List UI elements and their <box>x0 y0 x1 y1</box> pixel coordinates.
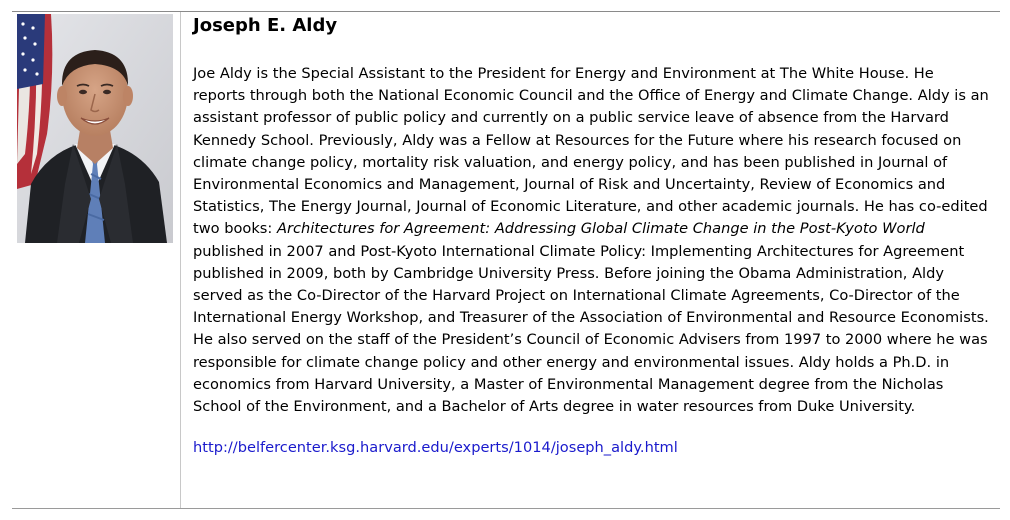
bio-part-1: Joe Aldy is the Special Assistant to the President for Energy and Environment at The White House. He reports through both the National Economic Council and the Office of Energy and Climate Change. Aldy is an assistant professor of public policy and currently on a public service leave of absence from the Harvard Kennedy School. Previously, Aldy was a Fellow at Resources for the Future where his research focused on climate change policy, mortality risk valuation, and energy policy, and has been published in Journal of Environmental Economics and Management, Journal of Risk and Uncertainty, Review of Economics and Statistics, The Energy Journal, Journal of Economic Literature, and other academic journals. He has co-edited two books: <box>193 65 989 238</box>
profile-link[interactable]: http://belfercenter.ksg.harvard.edu/experts/1014/joseph_aldy.html <box>193 439 678 457</box>
person-name: Joseph E. Aldy <box>193 15 338 36</box>
biography-text <box>193 63 990 418</box>
top-rule <box>12 11 1000 12</box>
column-divider <box>180 12 181 508</box>
portrait-illustration <box>17 14 173 243</box>
portrait-photo <box>17 14 173 243</box>
bio-part-2: published in 2007 and Post-Kyoto International Climate Policy: Implementing Architectures for Agreement published in 2009, both by Cambridge University Press. Before joining the Obama Administration, Aldy served as the Co-Director of the Harvard Project on International Climate Agreements, Co-Director of the International Energy Workshop, and Treasurer of the Association of Environmental and Resource Economists. He also served on the staff of the President’s Council of Economic Advisers from 1997 to 2000 where he was responsible for climate change policy and other energy and environmental issues. Aldy holds a Ph.D. in economics from Harvard University, a Master of Environmental Management degree from the Nicholas School of the Environment, and a Bachelor of Arts degree in water resources from Duke University. <box>193 242 989 416</box>
book-title: Architectures for Agreement: Addressing Global Climate Change in the Post-Kyoto World <box>276 220 925 238</box>
bottom-rule <box>12 508 1000 509</box>
profile-content <box>193 13 993 456</box>
